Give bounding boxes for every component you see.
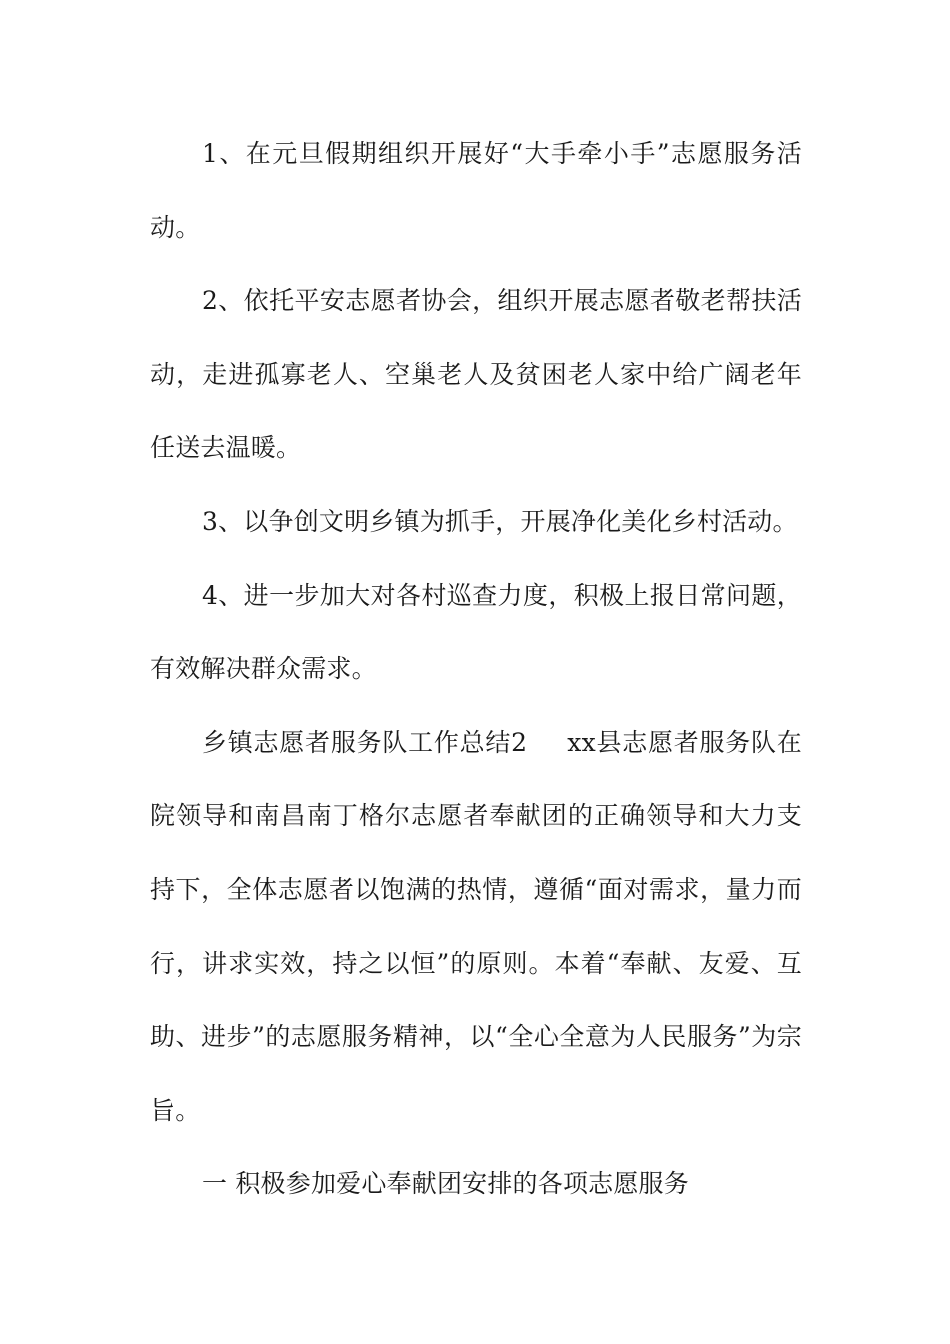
paragraph-3: 3、以争创文明乡镇为抓手，开展净化美化乡村活动。 xyxy=(202,506,798,536)
paragraph-2: 2、依托平安志愿者协会，组织开展志愿者敬老帮扶活动，走进孤寡老人、空巢老人及贫困老人家中给广阔老年任送去温暖。 xyxy=(150,286,802,463)
paragraph-1: 1、在元旦假期组织开展好“大手牵小手”志愿服务活动。 xyxy=(150,139,802,242)
summary-heading: 乡镇志愿者服务队工作总结2 xyxy=(202,727,528,757)
document-body xyxy=(150,117,802,1221)
paragraph-4: 4、进一步加大对各村巡查力度，积极上报日常问题，有效解决群众需求。 xyxy=(150,580,802,684)
summary-paragraph xyxy=(150,706,802,1148)
summary-body: xx县志愿者服务队在院领导和南昌南丁格尔志愿者奉献团的正确领导和大力支持下，全体志愿者以饱满的热情，遵循“面对需求，量力而行，讲求实效，持之以恒”的原则。本着“奉献、友爱、互助、进步”的志愿服务精神，以“全心全意为人民服务”为宗旨。 xyxy=(150,727,802,1125)
section-heading: 一 积极参加爱心奉献团安排的各项志愿服务 xyxy=(202,1169,689,1199)
